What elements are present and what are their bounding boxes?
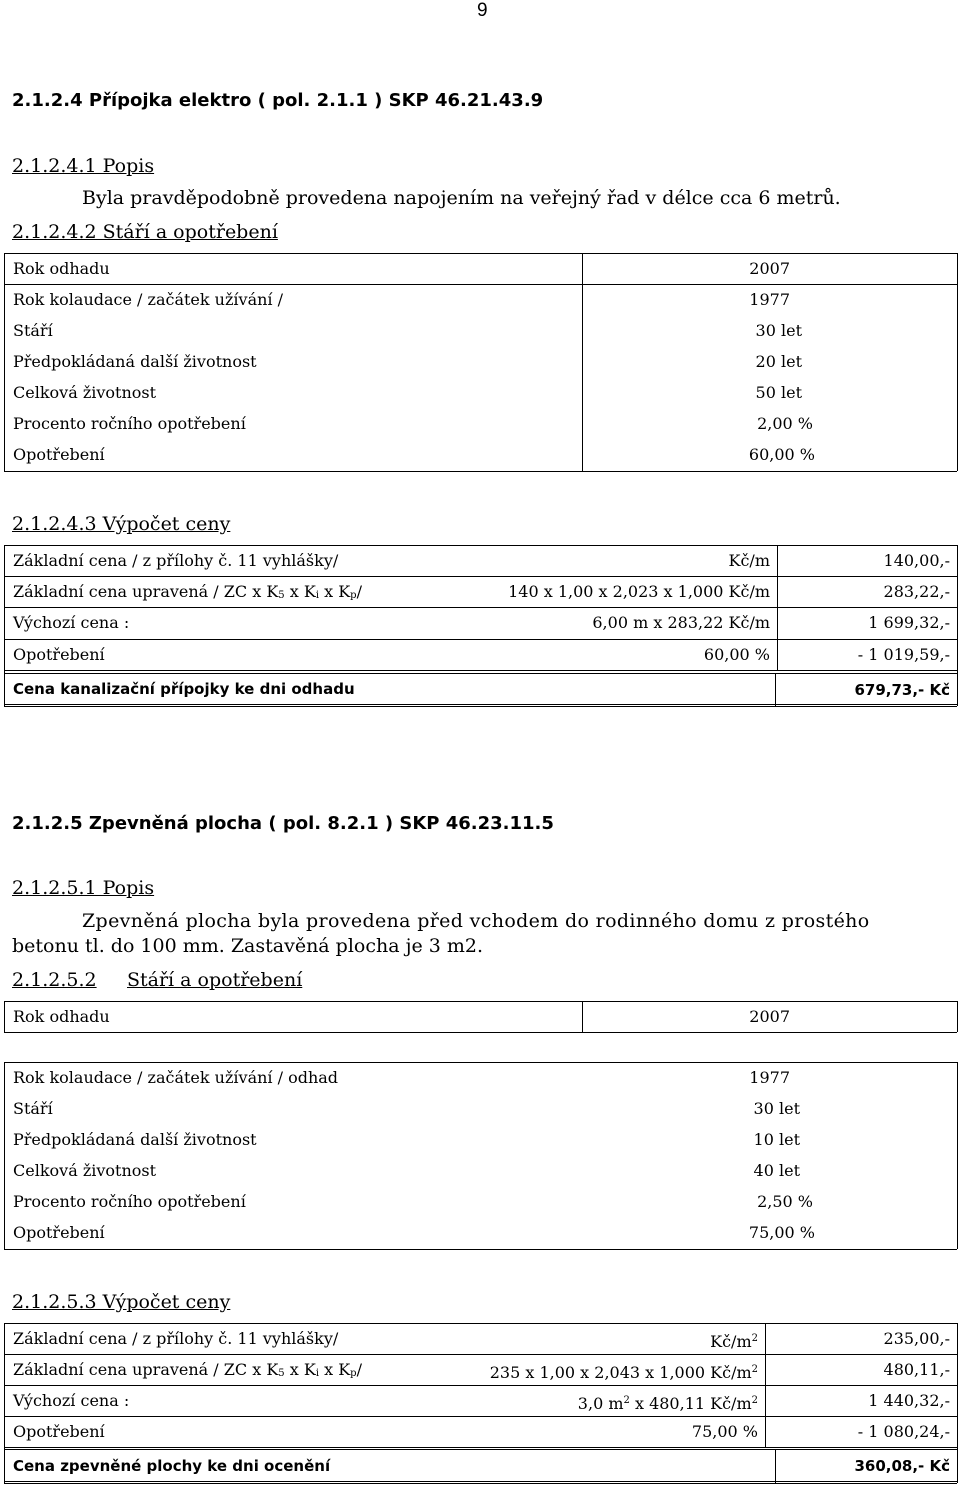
subsection-stari-title: Stáří a opotřebení <box>127 969 303 991</box>
price-row-formula: 60,00 % <box>703 645 770 664</box>
price-row-formula: $Kč/m^2$ <box>710 1332 758 1351</box>
age-row-label: Stáří <box>13 321 53 340</box>
price-row-formula: 3,0 $m^2$ x 480,11 $Kč/m^2$ <box>577 1394 758 1413</box>
price-row-label: Opotřebení <box>13 1422 105 1441</box>
label-prefix: Základní cena upravená / ZC x K <box>13 1360 279 1379</box>
price-row-formula: 235 x 1,00 x 2,043 x 1,000 $Kč/m^2$ <box>489 1363 758 1382</box>
subsection-vypocet-title: 2.1.2.5.3 Výpočet ceny <box>12 1291 231 1313</box>
subsection-vypocet-title: 2.1.2.4.3 Výpočet ceny <box>12 513 231 535</box>
price-row-label: Opotřebení <box>13 645 105 664</box>
subsection-stari-number: 2.1.2.5.2 <box>12 969 97 991</box>
price-row-label: Základní cena upravená / ZC x $K_5$ x $K_i$ x $K_p/$ <box>13 582 362 601</box>
formula-text: 235 x 1,00 x 2,043 x 1,000 Kč/m <box>489 1363 752 1382</box>
price-row-value: 283,22,- <box>883 582 950 601</box>
total-label: Cena kanalizační přípojky ke dni odhadu <box>13 680 355 698</box>
price-row-label: Základní cena upravená / ZC x $K_5$ x $K_i$ x $K_p/$ <box>13 1360 362 1379</box>
price-row-formula: 6,00 m x 283,22 Kč/m <box>592 613 770 632</box>
age-row-label: Celková životnost <box>13 383 157 402</box>
age-row-value: 2007 <box>749 259 790 278</box>
total-label: Cena zpevněné plochy ke dni ocenění <box>13 1457 331 1475</box>
year-value: 2007 <box>749 1007 790 1026</box>
price-row-formula: Kč/m <box>728 551 770 570</box>
price-row-value: 480,11,- <box>883 1360 950 1379</box>
price-row-value: - 1 080,24,- <box>857 1422 950 1441</box>
price-row-formula: 75,00 % <box>691 1422 758 1441</box>
age-row-value: 60,00 % <box>748 445 815 464</box>
section-heading-elektro: 2.1.2.4 Přípojka elektro ( pol. 2.1.1 ) SKP 46.21.43.9 <box>12 90 544 111</box>
price-row-value: 140,00,- <box>883 551 950 570</box>
formula-text: 3,0 m <box>577 1394 624 1413</box>
age-row-label: Rok kolaudace / začátek užívání / <box>13 290 283 309</box>
section-heading-plocha: 2.1.2.5 Zpevněná plocha ( pol. 8.2.1 ) SKP 46.23.11.5 <box>12 813 554 834</box>
subsection-popis-title: 2.1.2.5.1 Popis <box>12 877 155 899</box>
price-row-label: Základní cena / z přílohy č. 11 vyhlášky/ <box>13 551 339 570</box>
age-row-value: 1977 <box>749 290 790 309</box>
year-label: Rok odhadu <box>13 1007 110 1026</box>
age-row-label: Rok odhadu <box>13 259 110 278</box>
age-row-label: Procento ročního opotřebení <box>13 414 246 433</box>
page-number: 9 <box>477 0 488 21</box>
age-row-label: Opotřebení <box>13 445 105 464</box>
popis-text-line2: betonu tl. do 100 mm. Zastavěná plocha je 3 m2. <box>12 935 484 957</box>
price-row-value: 235,00,- <box>883 1329 950 1348</box>
age-row-label: Předpokládaná další životnost <box>13 1130 257 1149</box>
total-value: 360,08,- Kč <box>854 1457 950 1475</box>
formula-text: Kč/m <box>710 1332 752 1351</box>
age-row-label: Celková životnost <box>13 1161 157 1180</box>
age-row-label: Rok kolaudace / začátek užívání / odhad <box>13 1068 339 1087</box>
price-row-label: Základní cena / z přílohy č. 11 vyhlášky/ <box>13 1329 339 1348</box>
popis-text: Byla pravděpodobně provedena napojením na veřejný řad v délce cca 6 metrů. <box>82 187 841 209</box>
age-row-value: 20 let <box>755 352 802 371</box>
subsection-popis-title: 2.1.2.4.1 Popis <box>12 155 155 177</box>
total-value: 679,73,- Kč <box>854 681 950 699</box>
age-row-value: 1977 <box>749 1068 790 1087</box>
age-row-value: 40 let <box>753 1161 800 1180</box>
price-row-value: 1 440,32,- <box>868 1391 950 1410</box>
price-row-value: - 1 019,59,- <box>857 645 950 664</box>
label-prefix: Základní cena upravená / ZC x K <box>13 582 279 601</box>
age-row-value: 2,00 % <box>757 414 813 433</box>
price-row-value: 1 699,32,- <box>868 613 950 632</box>
age-row-label: Stáří <box>13 1099 53 1118</box>
age-row-value: 50 let <box>755 383 802 402</box>
popis-text-line1: Zpevněná plocha byla provedena před vchodem do rodinného domu z prostého <box>82 910 870 932</box>
age-row-value: 2,50 % <box>757 1192 813 1211</box>
price-row-label: Výchozí cena : <box>13 1391 130 1410</box>
price-row-formula: 140 x 1,00 x 2,023 x 1,000 Kč/m <box>508 582 770 601</box>
age-row-value: 30 let <box>755 321 802 340</box>
age-row-value: 30 let <box>753 1099 800 1118</box>
age-row-value: 75,00 % <box>748 1223 815 1242</box>
age-row-label: Předpokládaná další životnost <box>13 352 257 371</box>
age-row-label: Procento ročního opotřebení <box>13 1192 246 1211</box>
age-row-value: 10 let <box>753 1130 800 1149</box>
price-row-label: Výchozí cena : <box>13 613 130 632</box>
subsection-stari-title: 2.1.2.4.2 Stáří a opotřebení <box>12 221 278 243</box>
age-row-label: Opotřebení <box>13 1223 105 1242</box>
